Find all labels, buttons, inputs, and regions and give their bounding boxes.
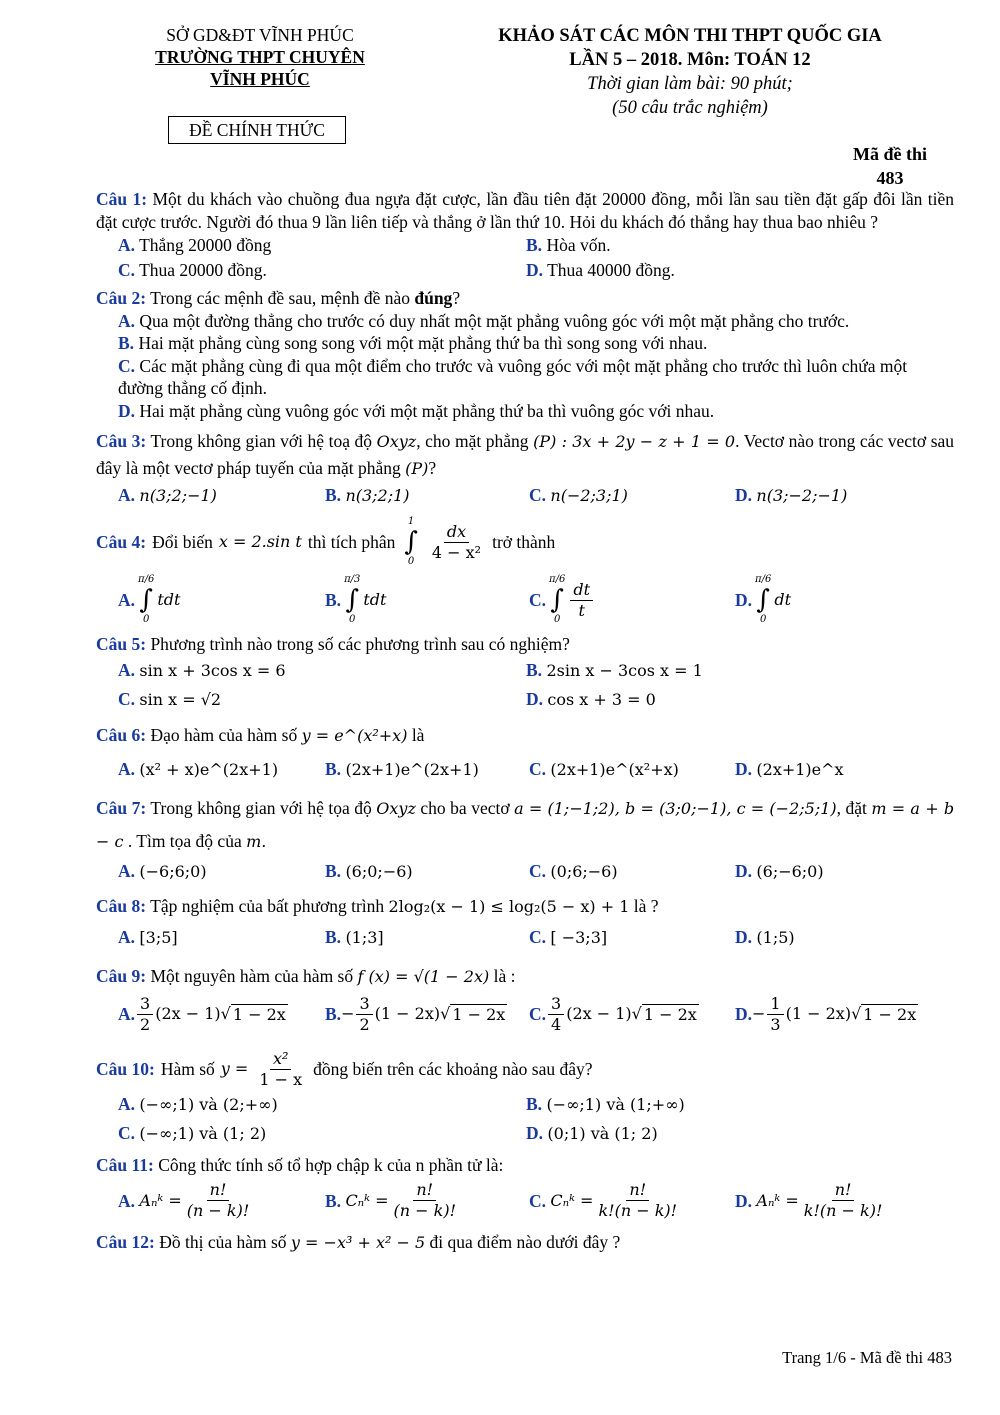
- exam-code-label: Mã đề thi: [853, 144, 927, 164]
- option-a[interactable]: A. (−∞;1) và (2;+∞): [118, 1093, 278, 1114]
- question-number: Câu 1:: [96, 189, 148, 209]
- question-5: Câu 5: Phương trình nào trong số các phương trình sau có nghiệm?: [96, 634, 570, 654]
- question-10: Câu 10: Hàm số y = $\frac{\text{x²}}{1 - x}$ đồng biến trên các khoảng nào sau đây?: [96, 1048, 593, 1089]
- school-name-line-1: TRƯỜNG THPT CHUYÊN: [155, 47, 365, 67]
- question-number: Câu 7:: [96, 797, 147, 818]
- option-d[interactable]: D. cos x + 3 = 0: [526, 688, 656, 709]
- option-a[interactable]: A. Qua một đường thẳng cho trước có duy nhất một mặt phẳng vuông góc với một mặt phẳng cho trước.: [118, 310, 850, 331]
- question-11: Câu 11: Công thức tính số tổ hợp chập k của n phần tử là:: [96, 1154, 504, 1175]
- question-count: (50 câu trắc nghiệm): [612, 98, 768, 118]
- option-a[interactable]: A. (x² + x)e^(2x+1): [118, 758, 279, 779]
- department-name: SỞ GD&ĐT VĨNH PHÚC: [166, 25, 354, 45]
- question-9-options: [96, 994, 954, 1035]
- option-b[interactable]: B. (−∞;1) và (1;+∞): [526, 1093, 685, 1114]
- question-number: Câu 6:: [96, 724, 147, 745]
- option-d[interactable]: D. Thua 40000 đồng.: [526, 260, 675, 280]
- question-3-options: [96, 482, 954, 509]
- questions: [96, 188, 954, 1258]
- option-d[interactable]: D. Aₙᵏ = $\frac{n!}{k!(n - k)!}$: [735, 1180, 883, 1220]
- official-exam-box: ĐỀ CHÍNH THỨC: [168, 116, 346, 144]
- option-d[interactable]: D. (6;−6;0): [735, 860, 824, 881]
- question-7-options: [96, 858, 954, 885]
- exam-time: Thời gian làm bài: 90 phút;: [587, 74, 793, 94]
- question-3: Câu 3: Trong không gian với hệ toạ độ Oxyz, cho mặt phẳng (P) : 3x + 2y − z + 1 = 0. Vectơ nào trong các vectơ sau đây là một vectơ pháp tuyến của mặt phẳng (P)?: [96, 431, 955, 478]
- option-c[interactable]: C. Các mặt phẳng cùng đi qua một điểm cho trước và vuông góc với một mặt phẳng cho trước thì luôn chứa một đường thẳng cố định.: [118, 355, 908, 398]
- option-a[interactable]: A. $\frac{3}{2}$ (2x − 1) √ 1 − 2x: [118, 993, 286, 1034]
- option-a[interactable]: A. π/6 ∫ 0 tdt: [118, 574, 181, 625]
- question-number: Câu 8:: [96, 895, 147, 916]
- question-8: Câu 8: Tập nghiệm của bất phương trình 2log₂(x − 1) ≤ log₂(5 − x) + 1 là ?: [96, 895, 659, 916]
- question-2: Câu 2: Trong các mệnh đề sau, mệnh đề nào đúng?: [96, 288, 461, 308]
- question-number: Câu 3:: [96, 431, 147, 451]
- option-a[interactable]: A. Aₙᵏ = $\frac{n!}{(n - k)!}$: [118, 1180, 250, 1220]
- question-7: Câu 7: Trong không gian với hệ tọa độ Oxyz cho ba vectơ a = (1;−1;2), b = (3;0;−1), c = (−2;5;1), đặt m = a + b − c . Tìm tọa độ của m.: [96, 797, 955, 851]
- question-5-options: [96, 656, 954, 714]
- option-b[interactable]: B. (2x+1)e^(2x+1): [325, 758, 479, 779]
- question-1-options: [96, 233, 954, 283]
- option-b[interactable]: B. (1;3]: [325, 926, 384, 947]
- option-b[interactable]: B. 2sin x − 3cos x = 1: [526, 659, 703, 680]
- exam-round: LẦN 5 – 2018. Môn: TOÁN 12: [569, 50, 811, 70]
- question-number: Câu 2:: [96, 288, 147, 308]
- question-4: Câu 4: Đổi biến x = 2.sin t thì tích phân 1 ∫ 0 $\frac{dx}{\text{4 − x²}}$ trở thành: [96, 516, 556, 567]
- question-8-options: [96, 922, 954, 953]
- option-b[interactable]: B. − $\frac{3}{2}$ (1 − 2x) √ 1 − 2x: [325, 993, 506, 1034]
- option-c[interactable]: C. (−∞;1) và (1; 2): [118, 1122, 267, 1143]
- option-a[interactable]: A. [3;5]: [118, 926, 178, 947]
- exam-code-value: 483: [876, 168, 904, 188]
- header-right: [450, 24, 930, 120]
- option-d[interactable]: D. − $\frac{1}{3}$ (1 − 2x) √ 1 − 2x: [735, 993, 917, 1034]
- option-a[interactable]: A. sin x + 3cos x = 6: [118, 659, 286, 680]
- question-11-options: [96, 1180, 954, 1221]
- option-b[interactable]: B. n(3;2;1): [325, 485, 410, 505]
- question-text: Một du khách vào chuồng đua ngựa đặt cược, lần đầu tiên đặt 20000 đồng, mỗi lần sau tiền đặt gấp đôi lần tiền đặt cược trước. Người đó thua 9 lần liên tiếp và thắng ở lần thứ 10. Hỏi du khách đó thắng hay thua bao nhiêu ?: [96, 189, 955, 232]
- page-footer: Trang 1/6 - Mã đề thi 483: [782, 1348, 952, 1367]
- question-number: Câu 10:: [96, 1058, 155, 1079]
- header-left: [120, 24, 400, 90]
- option-d[interactable]: D. n(3;−2;−1): [735, 485, 848, 505]
- option-b[interactable]: B. Cₙᵏ = $\frac{n!}{(n - k)!}$: [325, 1180, 456, 1220]
- question-6-options: [96, 751, 954, 788]
- option-b[interactable]: B. Hai mặt phẳng cùng song song với một mặt phẳng thứ ba thì song song với nhau.: [118, 333, 708, 353]
- option-d[interactable]: D. (1;5): [735, 926, 795, 947]
- option-d[interactable]: D. (0;1) và (1; 2): [526, 1122, 658, 1143]
- exam-code: [820, 142, 960, 190]
- question-number: Câu 5:: [96, 634, 147, 654]
- option-c[interactable]: C. [ −3;3]: [529, 926, 608, 947]
- option-d[interactable]: D. (2x+1)e^x: [735, 758, 844, 779]
- option-c[interactable]: C. sin x = √2: [118, 688, 222, 709]
- option-a[interactable]: A. (−6;6;0): [118, 860, 207, 881]
- option-a[interactable]: A. Thắng 20000 đồng: [118, 235, 272, 255]
- question-number: Câu 12:: [96, 1232, 155, 1252]
- school-name-line-2: VĨNH PHÚC: [210, 69, 310, 89]
- option-c[interactable]: C. n(−2;3;1): [529, 485, 628, 505]
- question-12: Câu 12: Đồ thị của hàm số y = −x³ + x² − 5 đi qua điểm nào dưới đây ?: [96, 1232, 621, 1252]
- exam-title: KHẢO SÁT CÁC MÔN THI THPT QUỐC GIA: [498, 26, 882, 46]
- option-c[interactable]: C. π/6 ∫ 0 $\frac{dt}{t}$: [529, 573, 735, 627]
- option-d[interactable]: D. π/6 ∫ 0 dt: [735, 574, 791, 625]
- option-c[interactable]: C. (2x+1)e^(x²+x): [529, 758, 679, 779]
- option-c[interactable]: C. (0;6;−6): [529, 860, 618, 881]
- question-4-options: [96, 573, 954, 627]
- question-9: Câu 9: Một nguyên hàm của hàm số f (x) = √(1 − 2x) là :: [96, 965, 516, 986]
- option-d[interactable]: D. Hai mặt phẳng cùng vuông góc với một mặt phẳng thứ ba thì vuông góc với nhau.: [118, 400, 715, 421]
- option-c[interactable]: C. Thua 20000 đồng.: [118, 260, 267, 280]
- question-1: [96, 188, 954, 233]
- question-number: Câu 4:: [96, 531, 147, 552]
- option-b[interactable]: B. π/3 ∫ 0 tdt: [325, 574, 387, 625]
- question-6: Câu 6: Đạo hàm của hàm số y = e^(x²+x) là: [96, 724, 425, 745]
- question-number: Câu 9:: [96, 965, 147, 986]
- question-number: Câu 11:: [96, 1154, 154, 1175]
- option-b[interactable]: B. Hòa vốn.: [526, 235, 611, 255]
- option-c[interactable]: C. Cₙᵏ = $\frac{n!}{k!(n - k)!}$: [529, 1180, 678, 1220]
- option-b[interactable]: B. (6;0;−6): [325, 860, 413, 881]
- option-a[interactable]: A. n(3;2;−1): [118, 485, 217, 505]
- question-10-options: [96, 1090, 954, 1148]
- integral-sign: 1 ∫ 0: [404, 516, 418, 567]
- option-c[interactable]: C. $\frac{3}{4}$ (2x − 1) √ 1 − 2x: [529, 993, 697, 1034]
